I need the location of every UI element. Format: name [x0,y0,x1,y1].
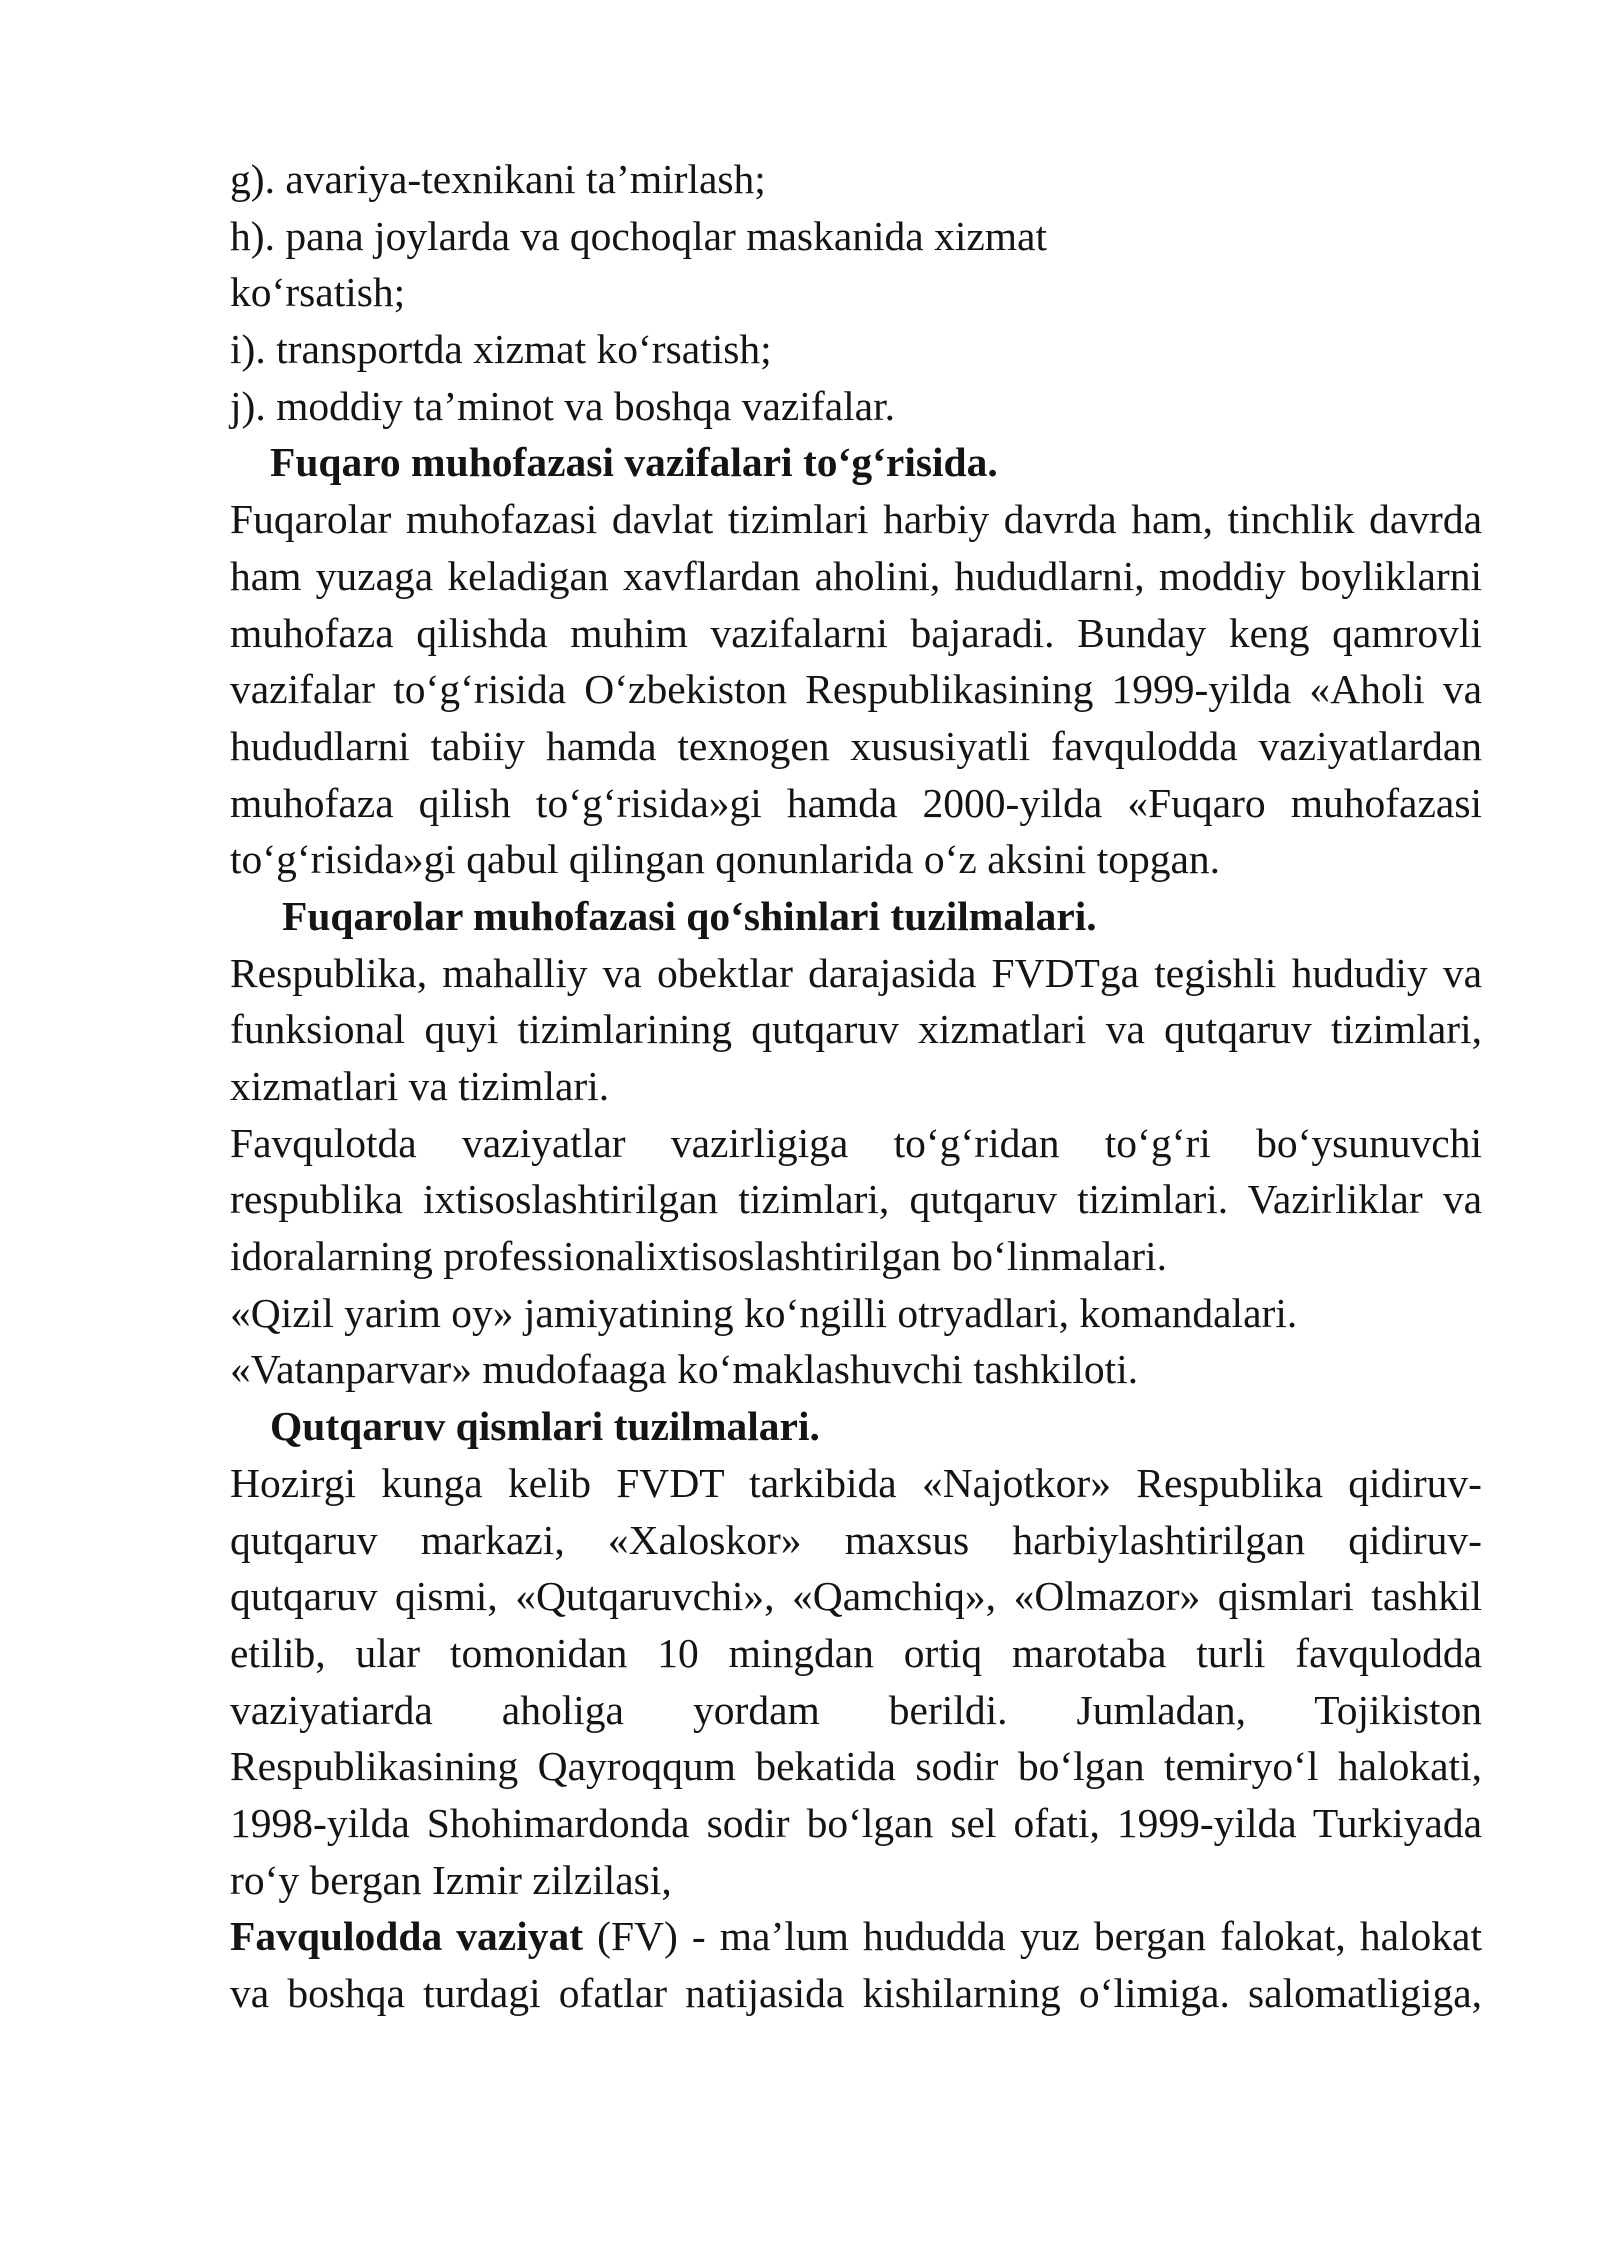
section-civil-defense-troops [230,888,1482,1398]
paragraph-line: idoralarning professionalixtisoslashtirilgan bo‘linmalari. [230,1233,1168,1280]
list-item [230,208,1482,321]
paragraph [230,1455,1482,1909]
section-civil-defense-tasks [230,434,1482,888]
paragraph-line: Favqulotda vaziyatlar vazirligiga to‘g‘ridan to‘g‘ri bo‘ysunuvchi [230,1119,1482,1166]
list-item-line: i). transportda xizmat ko‘rsatish; [230,326,772,373]
paragraph-line: ro‘y bergan Izmir zilzilasi, [230,1856,672,1903]
definition-text: (FV) - ma’lum hududda yuz bergan falokat, halokat [583,1913,1482,1960]
document-page [230,151,1482,2022]
paragraph-line: hududlarni tabiiy hamda texnogen xususiyatli favqulodda vaziyatlardan [230,722,1482,769]
paragraph-line: Fuqarolar muhofazasi davlat tizimlari harbiy davrda ham, tinchlik davrda [230,496,1482,543]
paragraph-line: «Vatanparvar» mudofaaga ko‘maklashuvchi tashkiloti. [230,1346,1139,1393]
paragraph-line: Respublikasining Qayroqqum bekatida sodir bo‘lgan temiryo‘l halokati, [230,1743,1482,1790]
paragraph-line: 1998-yilda Shohimardonda sodir bo‘lgan sel ofati, 1999-yilda Turkiyada [230,1799,1482,1846]
list-item [230,321,1482,378]
list-item [230,378,1482,435]
paragraph-line: muhofaza qilish to‘g‘risida»gi hamda 2000-yilda «Fuqaro muhofazasi [230,779,1482,826]
paragraph [230,491,1482,888]
paragraph-line: xizmatlari va tizimlari. [230,1063,610,1109]
paragraph-line: qutqaruv qismi, «Qutqaruvchi», «Qamchiq», «Olmazor» qismlari tashkil [230,1573,1482,1620]
paragraph [230,1341,1482,1398]
list-item-line: g). avariya-texnikani ta’mirlash; [230,156,766,202]
definition-term: Favqulodda vaziyat [230,1913,584,1960]
list-item [230,151,1482,208]
list-item-line: h). pana joylarda va qochoqlar maskanida xizmat [230,212,1048,259]
list-item-line: ko‘rsatish; [230,269,406,316]
definition-line: va boshqa turdagi ofatlar natijasida kishilarning o‘limiga. salomatligiga, [230,1970,1482,2016]
task-list [230,151,1482,434]
section-heading: Qutqaruv qismlari tuzilmalari. [270,1403,820,1450]
paragraph-line: respublika ixtisoslashtirilgan tizimlari, qutqaruv tizimlari. Vazirliklar va [230,1176,1482,1223]
paragraph-line: ham yuzaga keladigan xavflardan aholini, hududlarni, moddiy boyliklarni [230,552,1482,599]
paragraph-line: funksional quyi tizimlarining qutqaruv xizmatlari va qutqaruv tizimlari, [230,1006,1482,1053]
paragraph-line: to‘g‘risida»gi qabul qilingan qonunlarida o‘z aksini topgan. [230,836,1221,883]
paragraph [230,945,1482,1115]
section-rescue-units [230,1398,1482,1908]
section-heading: Fuqaro muhofazasi vazifalari to‘g‘risida. [270,439,998,486]
paragraph [230,1285,1482,1342]
paragraph-line: Hozirgi kunga kelib FVDT tarkibida «Najotkor» Respublika qidiruv- [230,1459,1482,1506]
list-item-line: j). moddiy ta’minot va boshqa vazifalar. [230,382,895,429]
paragraph-line: muhofaza qilishda muhim vazifalarni bajaradi. Bunday keng qamrovli [230,609,1482,656]
definition-line [230,1908,1482,1965]
paragraph-line: etilib, ular tomonidan 10 mingdan ortiq marotaba turli favqulodda [230,1629,1482,1676]
paragraph [230,1115,1482,1285]
paragraph-line: «Qizil yarim oy» jamiyatining ko‘ngilli otryadlari, komandalari. [230,1289,1298,1336]
paragraph-line: vazifalar to‘g‘risida O‘zbekiston Respublikasining 1999-yilda «Aholi va [230,666,1482,713]
section-heading: Fuqarolar muhofazasi qo‘shinlari tuzilmalari. [282,892,1097,939]
paragraph-line: vaziyatiarda aholiga yordam berildi. Jumladan, Tojikiston [230,1686,1482,1733]
definition-paragraph [230,1908,1482,2021]
paragraph-line: Respublika, mahalliy va obektlar darajasida FVDTga tegishli hududiy va [230,949,1482,996]
paragraph-line: qutqaruv markazi, «Xaloskor» maxsus harbiylashtirilgan qidiruv- [230,1516,1482,1563]
